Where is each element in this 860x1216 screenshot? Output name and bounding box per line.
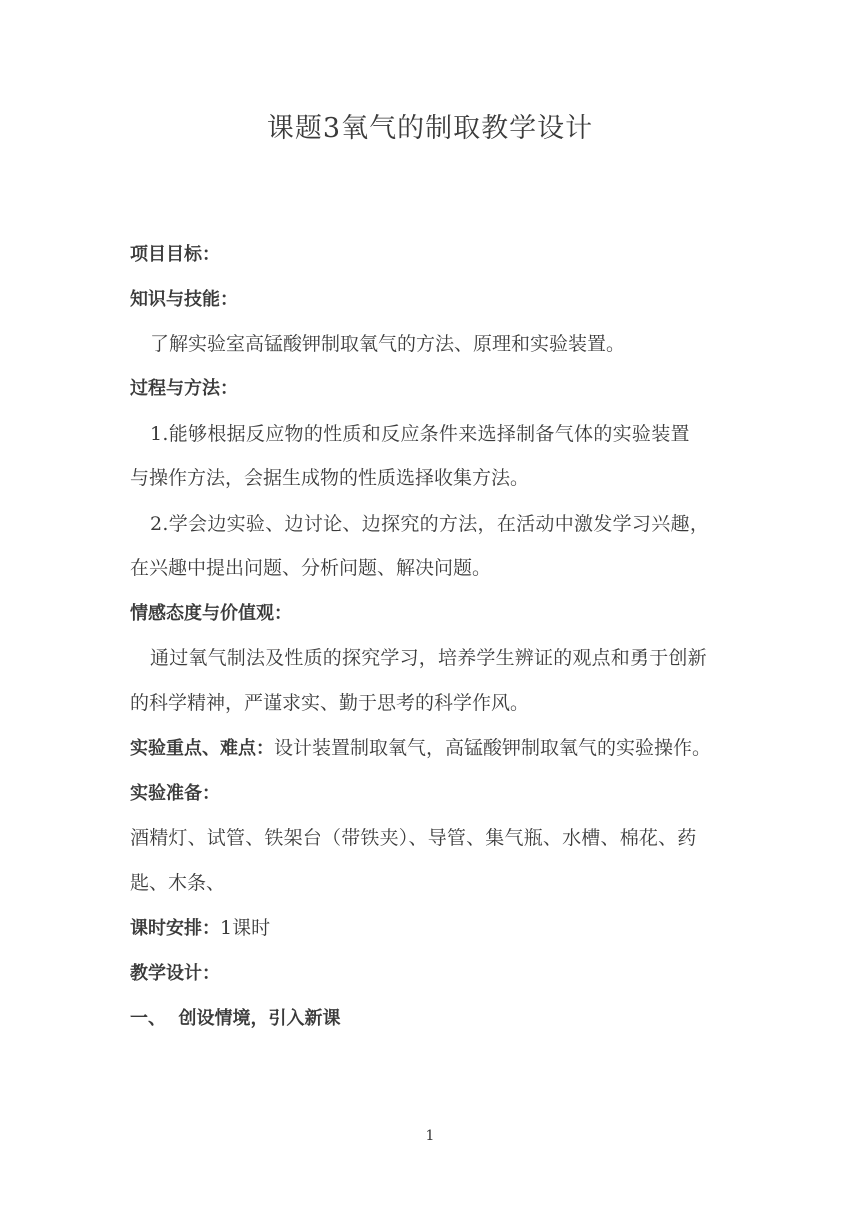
page-number: 1 bbox=[425, 1128, 435, 1144]
knowledge-text: 了解实验室高锰酸钾制取氧气的方法、原理和实验装置。 bbox=[150, 333, 626, 355]
prep-line-1: 酒精灯、试管、铁架台（带铁夹）、导管、集气瓶、水槽、棉花、药 bbox=[130, 827, 697, 849]
process-item-2-line-2: 在兴趣中提出问题、分析问题、解决问题。 bbox=[130, 557, 492, 579]
process-item-1-line-2: 与操作方法，会据生成物的性质选择收集方法。 bbox=[130, 467, 530, 489]
schedule-label: 课时安排： bbox=[130, 918, 220, 939]
process-item-1-line-1: 1.能够根据反应物的性质和反应条件来选择制备气体的实验装置 bbox=[150, 423, 690, 445]
part-1-heading: 一、 创设情境，引入新课 bbox=[130, 1008, 341, 1029]
keypoints-label: 实验重点、难点： bbox=[130, 738, 274, 759]
schedule-line bbox=[130, 914, 730, 943]
emotion-heading: 情感态度与价值观： bbox=[130, 603, 292, 624]
objectives-heading: 项目目标： bbox=[130, 244, 220, 265]
knowledge-heading: 知识与技能： bbox=[130, 289, 238, 310]
keypoints-text: 设计装置制取氧气，高锰酸钾制取氧气的实验操作。 bbox=[274, 737, 712, 759]
emotion-line-1: 通过氧气制法及性质的探究学习，培养学生辨证的观点和勇于创新 bbox=[150, 647, 707, 669]
emotion-line-2: 的科学精神，严谨求实、勤于思考的科学作风。 bbox=[130, 692, 530, 714]
prep-heading: 实验准备： bbox=[130, 783, 220, 804]
prep-line-2: 匙、木条、 bbox=[130, 872, 226, 894]
process-heading: 过程与方法： bbox=[130, 378, 238, 399]
document-title: 课题3氧气的制取教学设计 bbox=[266, 113, 594, 144]
process-item-2-line-1: 2.学会边实验、边讨论、边探究的方法，在活动中激发学习兴趣， bbox=[150, 513, 710, 535]
schedule-text: 1课时 bbox=[220, 917, 271, 939]
design-heading: 教学设计： bbox=[130, 963, 220, 984]
keypoints-line bbox=[130, 734, 730, 763]
